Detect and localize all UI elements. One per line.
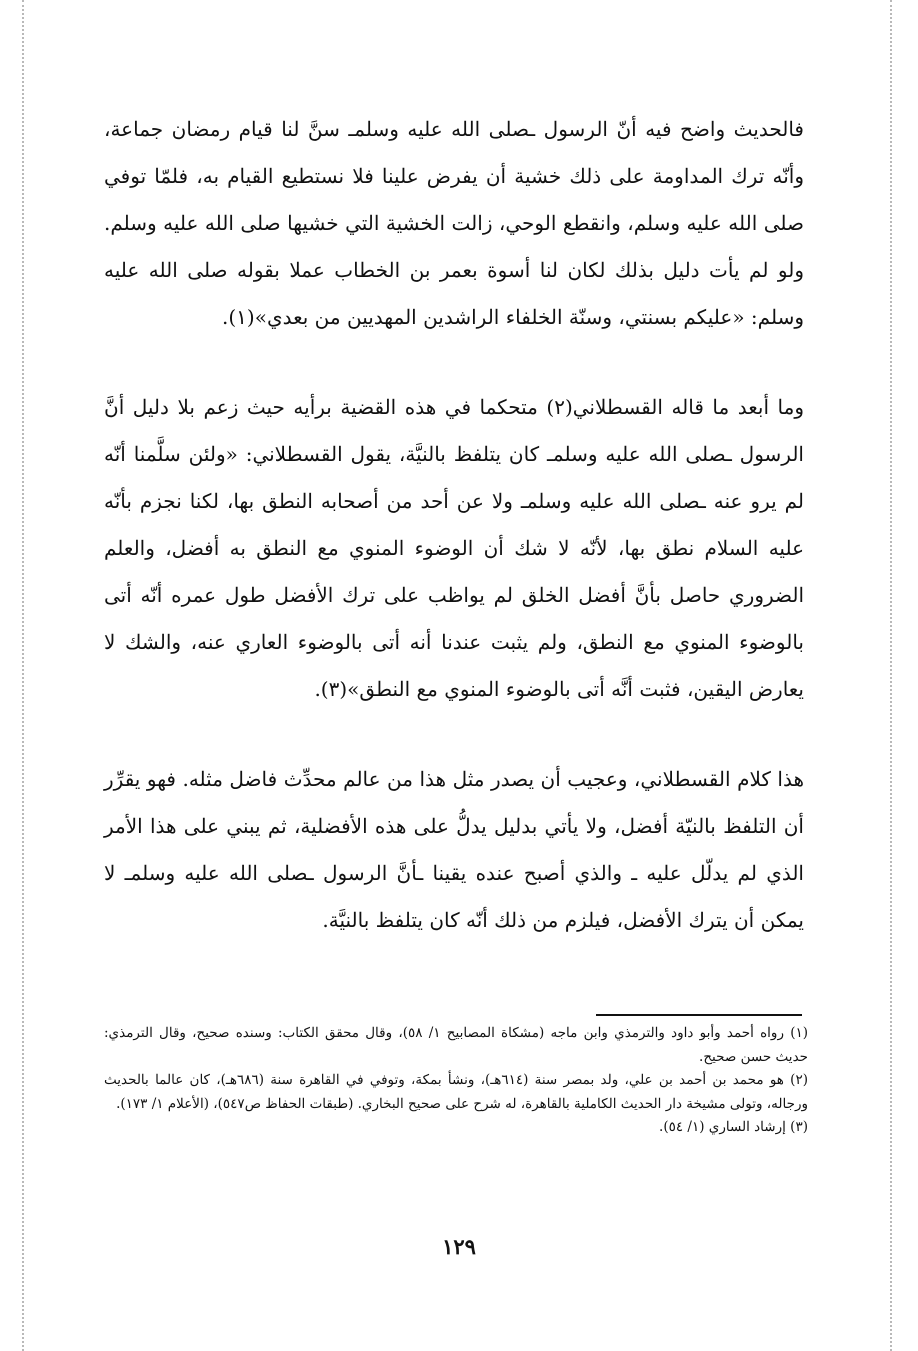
footnote-1: (١) رواه أحمد وأبو داود والترمذي وابن ماجه (مشكاة المصابيح ١/ ٥٨)، وقال محقق الكتاب: وسنده صحيح، وقال الترمذي: حديث حسن صحيح.	[104, 1025, 809, 1065]
paragraph-1: فالحديث واضح فيه أنّ الرسول ـصلى الله عليه وسلمـ سنَّ لنا قيام رمضان جماعة، وأنّه ترك المداومة على ذلك خشية أن يفرض علينا فلا نستطيع القيام به، فلمّا توفي صلى الله عليه وسلم، وانقطع الوحي، زالت الخشية التي خشيها صلى الله عليه وسلم. ولو لم يأت دليل بذلك لكان لنا أسوة بعمر بن الخطاب عملا بقوله صلى الله عليه وسلم: «عليكم بسنتي، وسنّة الخلفاء الراشدين المهديين من بعدي»(١).	[104, 117, 804, 329]
paragraph-2: وما أبعد ما قاله القسطلاني(٢) متحكما في هذه القضية برأيه حيث زعم بلا دليل أنَّ الرسول ـصلى الله عليه وسلمـ كان يتلفظ بالنيَّة، يقول القسطلاني: «ولئن سلَّمنا أنّه لم يرو عنه ـصلى الله عليه وسلمـ ولا عن أحد من أصحابه النطق بها، لكنا نجزم بأنّه عليه السلام نطق بها، لأنّه لا شك أن الوضوء المنوي مع النطق به أفضل، والعلم الضروري حاصل بأنَّ أفضل الخلق لم يواظب على ترك الأفضل طول عمره أنّه أتى بالوضوء المنوي مع النطق، ولم يثبت عندنا أنه أتى بالوضوء العاري عنه، والشك لا يعارض اليقين، فثبت أنَّه أتى بالوضوء المنوي مع النطق»(٣).	[104, 395, 805, 701]
footnotes	[104, 1022, 808, 1140]
page-number: ١٢٩	[442, 1234, 476, 1259]
footnote-2: (٢) هو محمد بن أحمد بن علي، ولد بمصر سنة (٦١٤هـ)، ونشأ بمكة، وتوفي في القاهرة سنة (٦٨٦هـ)، كان عالما بالحديث ورجاله، وتولى مشيخة دار الحديث الكاملية بالقاهرة، له شرح على صحيح البخاري. (طبقات الحفاظ ص٥٤٧)، (الأعلام ١/ ١٧٣).	[104, 1072, 808, 1112]
right-margin-dotted-line	[890, 0, 892, 1351]
footnote-3: (٣) إرشاد الساري (١/ ٥٤).	[659, 1119, 808, 1135]
footnote-separator	[596, 1014, 802, 1016]
paragraph-3: هذا كلام القسطلاني، وعجيب أن يصدر مثل هذا من عالم محدِّث فاضل مثله. فهو يقرِّر أن التلفظ بالنيّة أفضل، ولا يأتي بدليل يدلُّ على هذه الأفضلية، ثم يبني على هذا الأمر الذي لم يدلّل عليه ـ والذي أصبح عنده يقينا ـأنَّ الرسول ـصلى الله عليه وسلمـ لا يمكن أن يترك الأفضل، فيلزم من ذلك أنّه كان يتلفظ بالنيَّة.	[104, 767, 804, 932]
left-margin-dotted-line	[22, 0, 24, 1351]
